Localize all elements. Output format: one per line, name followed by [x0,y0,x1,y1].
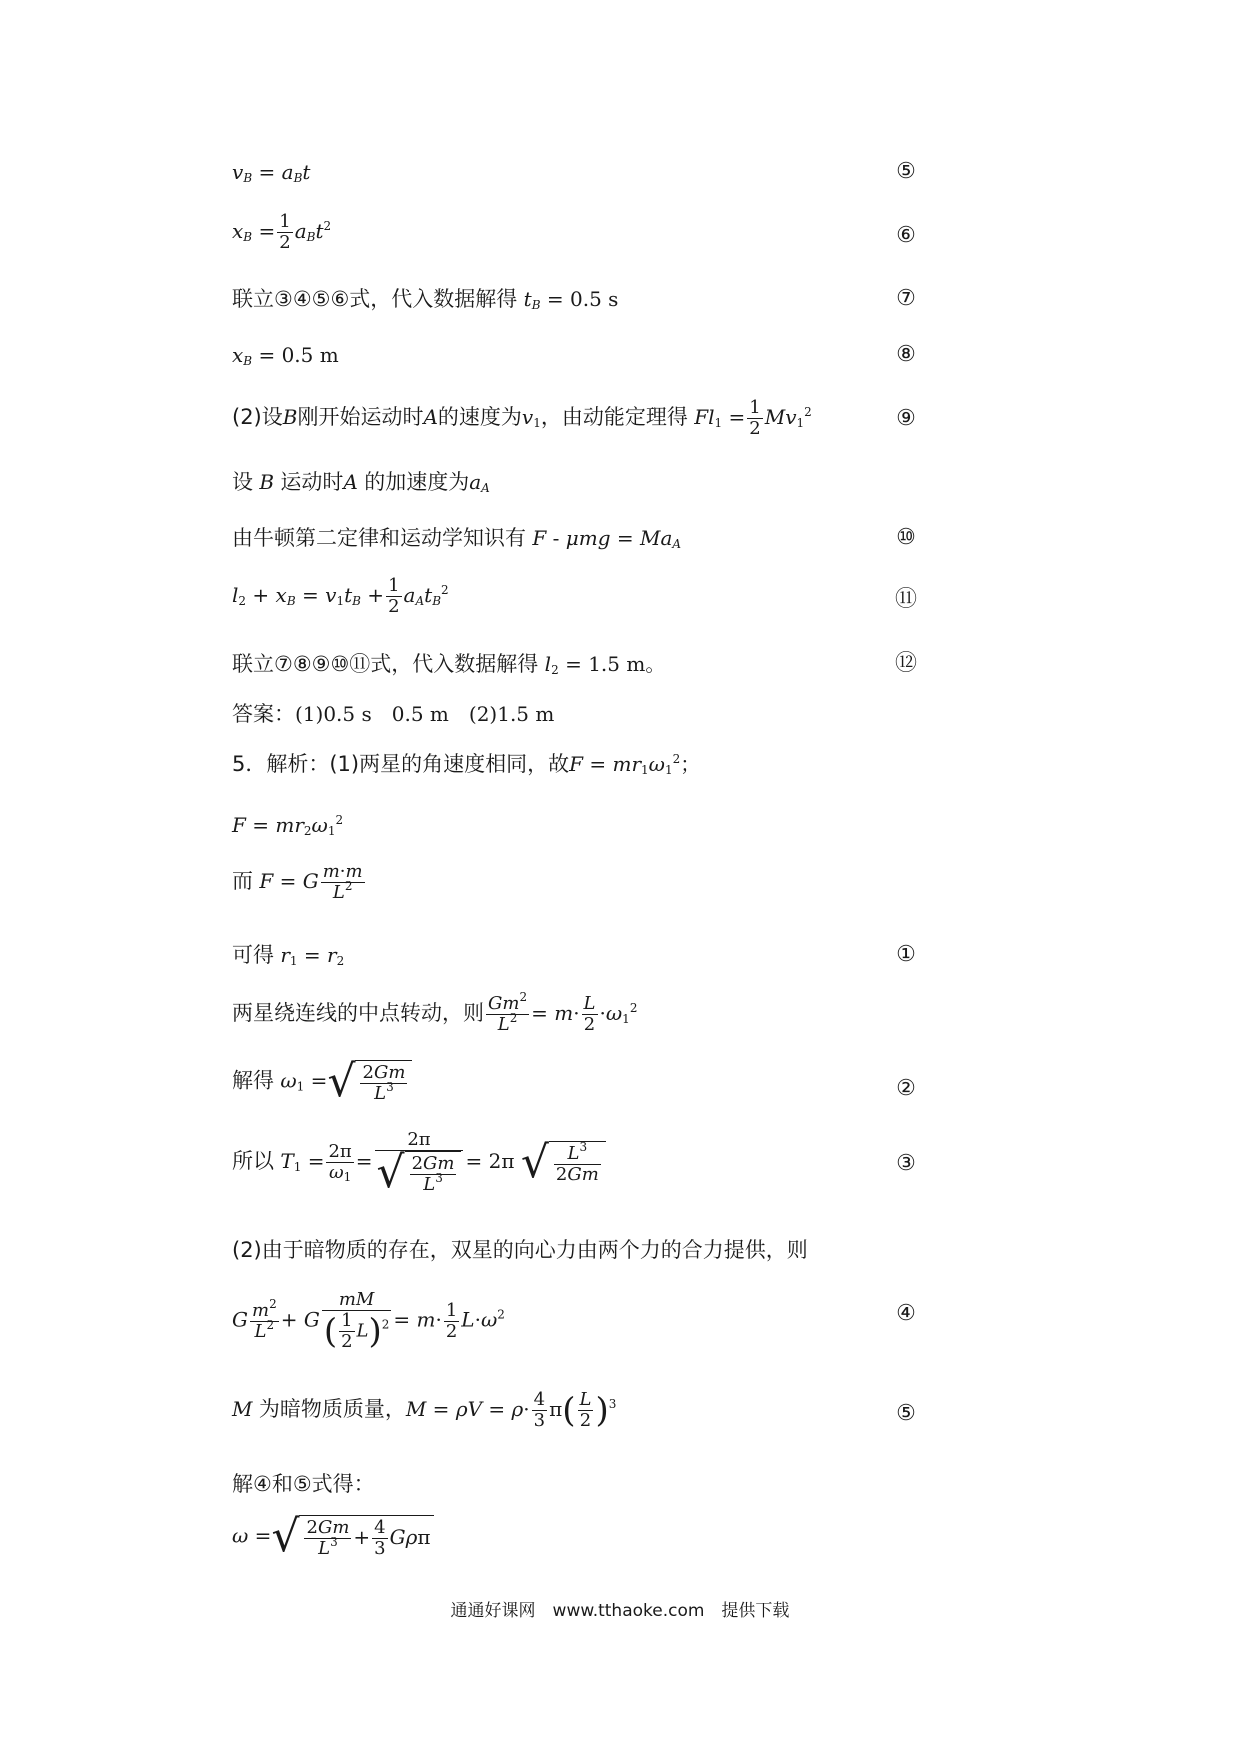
dark-matter-line [232,1236,808,1264]
eq-xB: $x_B$ = $\frac{1}{2}$ $a_Bt^2$ [232,211,332,253]
keyi-text: 可得 [232,943,274,967]
joint-line-2: 联立⑦⑧⑨⑩⑪式，代入数据解得 $l_2 = 1.5$ m。 [232,652,666,677]
marker-5: ⑤ [896,159,916,184]
eq-omega1: 解得 $\omega_1$ =√ $\frac{2Gm}{L^3}$ [232,1060,412,1104]
part2-kinetic-line: (2)设B刚开始运动时A的速度为$v_1$，由动能定理得 $Fl_1$ = $\frac{1}{2}$ $Mv_1^2$ [232,397,812,439]
marker-9: ⑨ [896,406,916,431]
newton-line: 由牛顿第二定律和运动学知识有 $F - \mu mg = Ma_A$ [232,526,682,551]
marker-10: ⑩ [896,525,916,550]
newton-text: 由牛顿第二定律和运动学知识有 [232,526,526,550]
part2-text-c: 的速度为 [437,405,522,429]
solve-text: 解④和⑤式得： [232,1472,375,1496]
q5-line: 5．解析：(1)两星的角速度相同，故$F = mr_1\omega_1^2$； [232,752,701,777]
setB-text-a: 设 [232,470,253,494]
rotate-text: 两星绕连线的中点转动，则 [232,1001,484,1025]
part2-text-d: ，由动能定理得 [540,405,688,429]
answer-label: 答案： [232,702,295,726]
eq-F-r2: $F = mr_2\omega_1^2$ [232,813,344,838]
jiede-text: 解得 [232,1068,274,1093]
dark-mass-text: 为暗物质质量， [258,1397,406,1421]
marker-6: ⑥ [896,223,916,248]
dark-matter-text: (2)由于暗物质的存在，双星的向心力由两个力的合力提供，则 [232,1238,808,1262]
marker-8: ⑧ [896,342,916,367]
eq-r-equal: 可得 $r_1 = r_2$ [232,943,345,968]
eq-dark-force: G $\frac{m^2}{L^2}$ + G mM ( $\frac{1}{2}$ L)$^2$ = m· $\frac{1}{2}$ $L\cdot\omega^2$ [232,1289,505,1352]
eq-vB: $v_B = a_Bt$ [232,160,311,185]
eq-omega-final: ω =√ $\frac{2Gm}{L^3}$ + $\frac{4}{3}$ Gρπ [232,1515,434,1559]
marker-7: ⑦ [896,286,916,311]
marker-1: ① [896,942,916,967]
marker-4: ④ [896,1301,916,1326]
answer-line [232,700,554,728]
and-word: 而 [232,869,253,893]
joint-line-1: 联立③④⑤⑥式，代入数据解得 $t_B = 0.5$ s [232,287,619,312]
part2-text-b: 刚开始运动时 [297,405,424,429]
eq-gravity: 而 F = G $\frac{m\cdot m}{L^2}$ [232,861,363,903]
marker-12: ⑫ [894,651,917,676]
marker-5b: ⑤ [896,1401,916,1426]
setB-text-b: 运动时 [280,470,344,494]
eq-rotate: 两星绕连线的中点转动，则 $\frac{Gm^2}{L^2}$ = m· $\frac{L}{2}$ $\cdot\omega_1^2$ [232,990,638,1035]
eq-l2: $l_2 + x_B = v_1t_B$ + $\frac{1}{2}$ $a_At_B^2$ [232,575,449,617]
marker-11: ⑪ [894,587,917,612]
eq-period: 所以 $T_1$ = $\frac{2\pi}{\omega_1}$ = 2π √ $\frac{2Gm}{L^3}$ = 2π √ $\frac{L^3}{2Gm}$ [232,1130,606,1195]
part2-label: (2)设 [232,405,283,429]
eq-dark-mass: M 为暗物质质量，M = ρV = ρ· $\frac{4}{3}$ π( $\frac{L}{2}$ )$^3$ [232,1389,617,1431]
eq-xB-value: $x_B = 0.5$ m [232,343,339,368]
set-acceleration-line: 设 B 运动时A 的加速度为$a_A$ [232,470,490,495]
setB-text-c: 的加速度为 [364,470,470,494]
suoyi-text: 所以 [232,1149,274,1173]
marker-2: ② [896,1076,916,1101]
q5-text: 5．解析：(1)两星的角速度相同，故 [232,752,570,776]
answer-value: (1)0.5 s 0.5 m (2)1.5 m [295,702,555,726]
marker-3: ③ [896,1151,916,1176]
solve-line [232,1470,375,1498]
joint-text-1: 联立③④⑤⑥式，代入数据解得 [232,287,518,311]
footer-text: 通通好课网 www.tthaoke.com 提供下载 [450,1601,790,1621]
joint-text-2: 联立⑦⑧⑨⑩⑪式，代入数据解得 [232,652,539,676]
